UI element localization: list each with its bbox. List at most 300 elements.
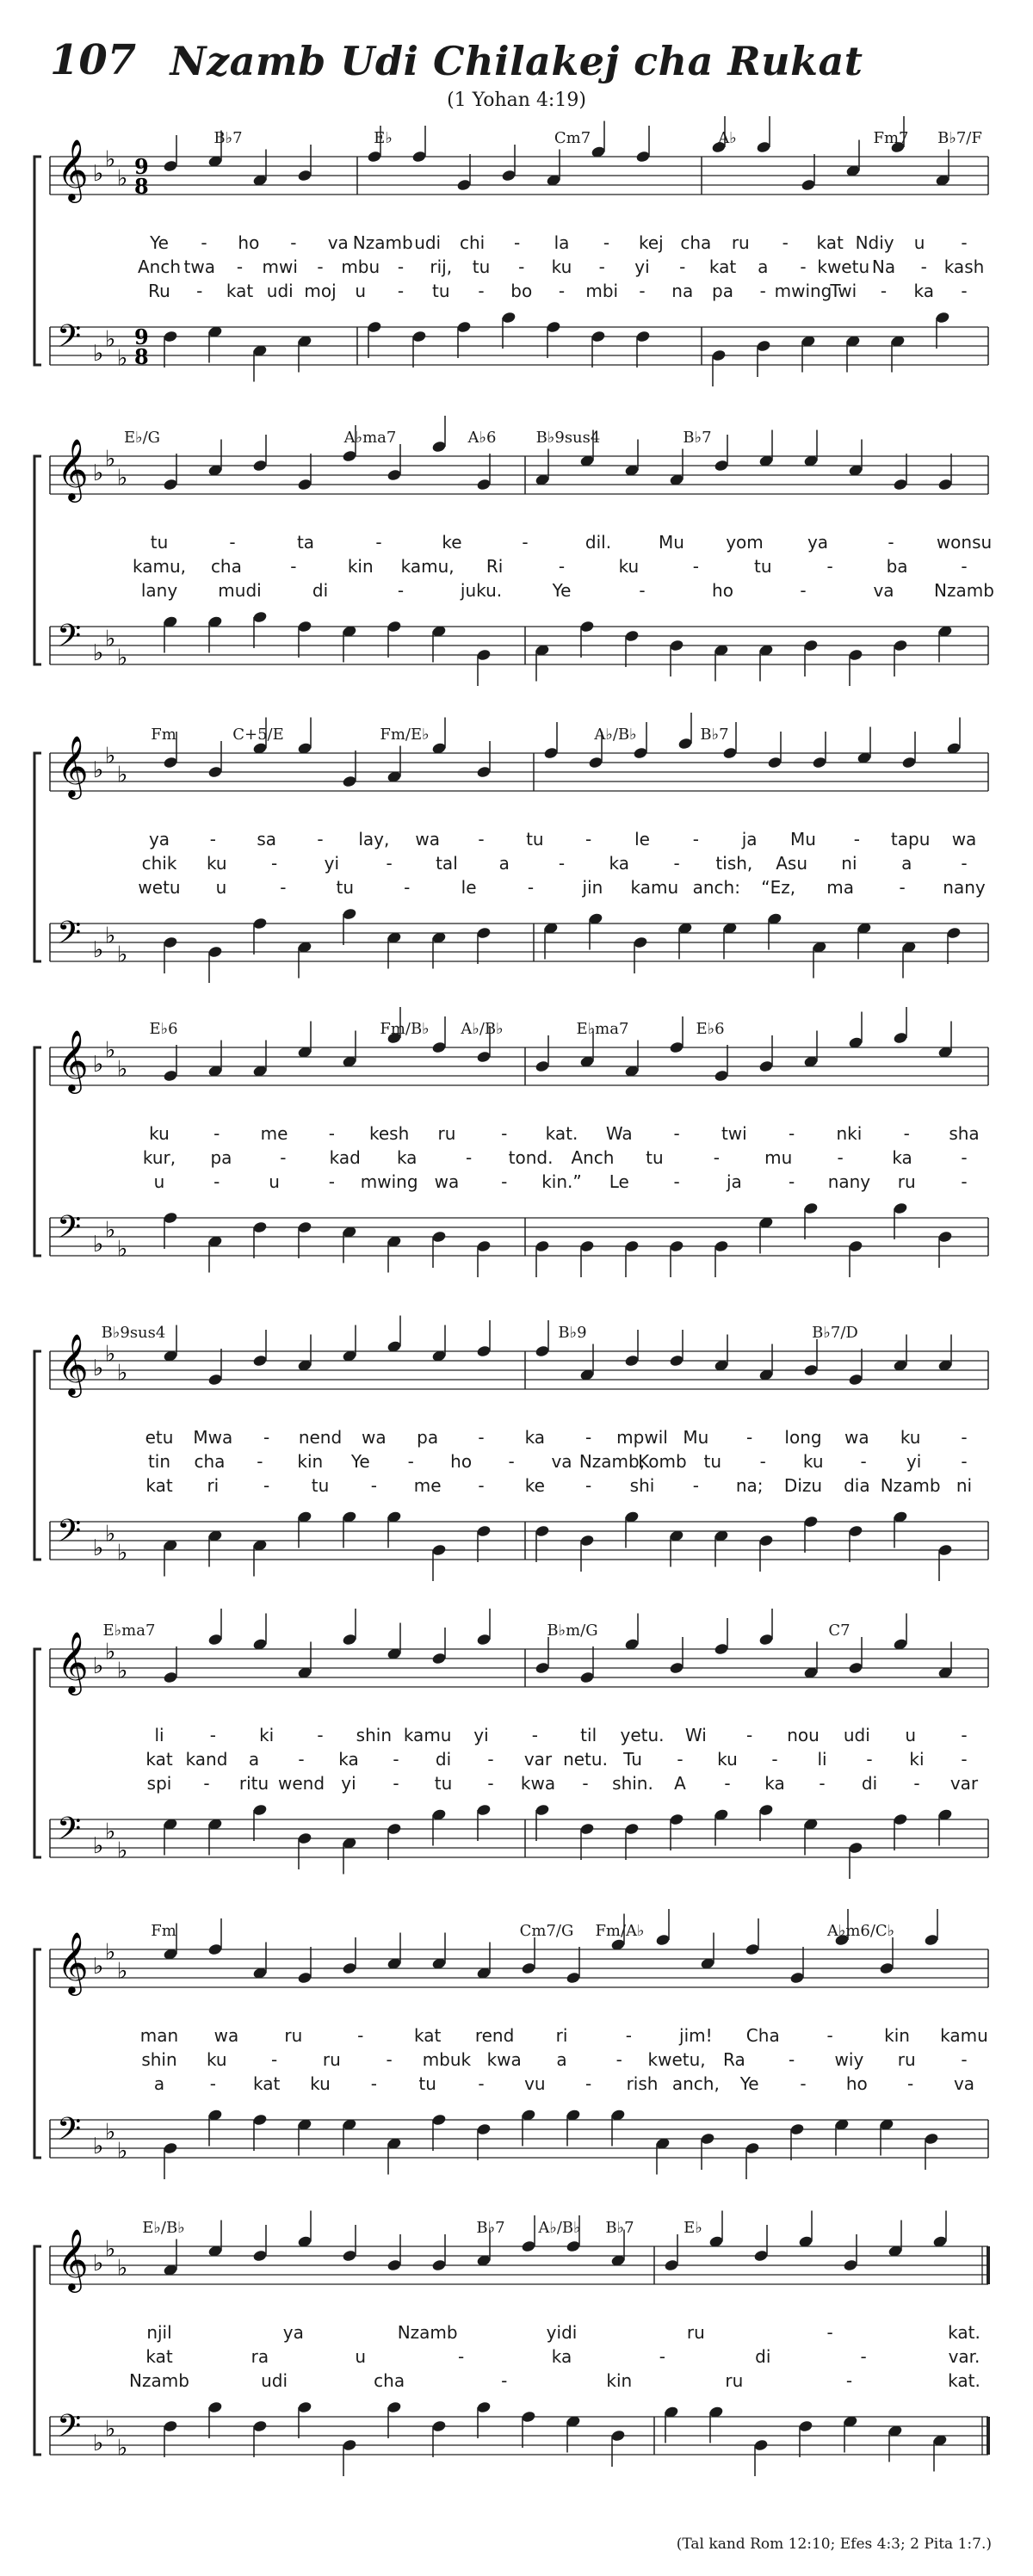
lyric-syllable: - (531, 1725, 538, 1745)
lyric-syllable: var. (948, 2346, 980, 2367)
lyric-syllable: nany (943, 877, 986, 898)
lyric-syllable: ka (913, 281, 934, 301)
lyric-syllable: ka (396, 1147, 418, 1168)
lyric-syllable: na (671, 281, 694, 301)
lyric-syllable: Ye (739, 2073, 759, 2094)
lyric-syllable: u (913, 232, 925, 253)
lyric-syllable: - (673, 1171, 680, 1192)
lyric-syllable: - (478, 281, 485, 301)
lyric-syllable: udi (266, 281, 294, 301)
lyric-syllable: - (961, 232, 968, 253)
lyric-syllable: chik (141, 853, 177, 874)
lyric-syllable: di (861, 1773, 878, 1794)
bass-clef-icon: 𝄢 (57, 2408, 82, 2452)
hymn-header (0, 0, 1033, 111)
treble-clef-icon: 𝄞 (57, 138, 89, 201)
lyric-syllable: wend (277, 1773, 325, 1794)
lyric-syllable: - (853, 829, 860, 849)
lyric-syllable: - (487, 1773, 494, 1794)
lyric-syllable: cha (210, 556, 242, 577)
score-system (0, 1905, 1033, 2197)
treble-clef-icon: 𝄞 (57, 1630, 89, 1693)
flat-sign: ♭ (105, 1521, 116, 1547)
lyric-syllable: - (263, 1475, 270, 1496)
lyric-syllable: lany (140, 580, 178, 601)
chord-symbol: A♭/B♭ (538, 2219, 581, 2237)
flat-sign: ♭ (93, 1232, 104, 1257)
system-bracket (34, 456, 41, 664)
flat-sign: ♭ (93, 640, 104, 666)
lyric-syllable: mpwil (616, 1427, 668, 1448)
lyric-syllable: le (634, 829, 650, 849)
lyric-syllable: a (758, 256, 769, 277)
treble-clef-icon: 𝄞 (57, 2227, 89, 2290)
chord-symbol: B♭7 (683, 429, 712, 447)
lyric-syllable: ho (238, 232, 260, 253)
lyric-syllable: - (487, 1749, 494, 1770)
flat-sign: ♭ (93, 937, 104, 963)
system-bracket (34, 157, 41, 365)
lyric-syllable: ru (897, 2049, 916, 2070)
lyric-syllable: Mu (790, 829, 816, 849)
lyric-syllable: - (888, 532, 894, 553)
lyric-syllable: la (554, 232, 570, 253)
lyric-syllable: nany (827, 1171, 871, 1192)
lyric-syllable: Ye (150, 232, 169, 253)
lyric-syllable: - (677, 1749, 684, 1770)
lyric-syllable: - (501, 2370, 508, 2391)
lyric-syllable: ru (897, 1171, 916, 1192)
lyric-syllable: u (355, 2346, 367, 2367)
lyric-syllable: long (784, 1427, 822, 1448)
lyric-syllable: u (153, 1171, 165, 1192)
lyric-syllable: - (961, 1451, 968, 1472)
lyric-syllable: mbu (341, 256, 380, 277)
lyric-syllable: - (585, 1427, 592, 1448)
flat-sign: ♭ (117, 1958, 128, 1985)
bass-clef-icon: 𝄢 (57, 318, 82, 362)
lyric-syllable: u (215, 877, 227, 898)
treble-clef-icon: 𝄞 (57, 437, 89, 500)
lyric-syllable: Tu (623, 1749, 642, 1770)
lyric-syllable: ya (148, 829, 170, 849)
lyric-syllable: kamu (403, 1725, 452, 1745)
lyric-syllable: ba (886, 556, 908, 577)
lyric-syllable: mwing (360, 1171, 418, 1192)
flat-sign: ♭ (93, 460, 104, 486)
lyric-syllable: tu (431, 281, 450, 301)
lyric-syllable: etu (145, 1427, 174, 1448)
chord-symbol: E♭6 (696, 1020, 725, 1038)
lyric-syllable: lay, (358, 829, 390, 849)
lyric-syllable: - (357, 2025, 364, 2046)
lyric-syllable: kamu, (400, 556, 455, 577)
flat-sign: ♭ (117, 2138, 128, 2165)
lyric-syllable: ku (551, 256, 572, 277)
lyric-syllable: - (375, 532, 382, 553)
lyric-syllable: - (280, 1147, 287, 1168)
lyric-syllable: nki (836, 1123, 863, 1144)
lyric-syllable: - (961, 556, 968, 577)
lyric-syllable: udi (261, 2370, 288, 2391)
time-signature: 9 (134, 324, 149, 349)
lyric-syllable: - (659, 2346, 665, 2367)
flat-sign: ♭ (117, 1540, 128, 1566)
lyric-syllable: - (903, 1123, 910, 1144)
lyric-syllable: - (501, 1171, 508, 1192)
treble-clef-icon: 𝄞 (57, 1332, 89, 1395)
bass-clef-icon: 𝄢 (57, 1209, 82, 1253)
lyric-syllable: jin (582, 877, 603, 898)
lyric-syllable: chi (459, 232, 486, 253)
lyric-syllable: kin (884, 2025, 910, 2046)
flat-sign: ♭ (93, 1954, 104, 1980)
lyric-syllable: kesh (369, 1123, 410, 1144)
time-signature: 9 (134, 154, 149, 179)
bass-clef-icon: 𝄢 (57, 2111, 82, 2155)
lyric-syllable: - (270, 853, 278, 874)
lyric-syllable: ku (149, 1123, 170, 1144)
lyric-syllable: - (508, 1451, 515, 1472)
lyric-syllable: - (317, 256, 324, 277)
lyric-syllable: Cha (745, 2025, 780, 2046)
lyric-syllable: kat (145, 1749, 173, 1770)
lyric-syllable: - (518, 256, 525, 277)
lyric-syllable: - (639, 580, 646, 601)
lyric-syllable: - (263, 1427, 270, 1448)
chord-symbol: B♭7/F (937, 129, 982, 147)
lyric-syllable: Twi (830, 281, 857, 301)
lyric-syllable: - (328, 1123, 335, 1144)
lyric-syllable: tu (418, 2073, 436, 2094)
lyric-syllable: - (558, 556, 566, 577)
lyric-syllable: tu (150, 532, 169, 553)
lyric-syllable: - (317, 829, 324, 849)
lyric-syllable: kand (185, 1749, 228, 1770)
footnote: (Tal kand Rom 12:10; Efes 4:3; 2 Pita 1:7.) (676, 2536, 992, 2553)
flat-sign: ♭ (93, 1535, 104, 1561)
lyric-syllable: - (826, 556, 833, 577)
treble-clef-icon: 𝄞 (57, 1029, 89, 1091)
chord-symbol: A♭m6/C♭ (826, 1922, 895, 1940)
lyric-syllable: “Ez, (761, 877, 796, 898)
lyric-syllable: - (961, 281, 968, 301)
lyric-syllable: ru (725, 2370, 744, 2391)
chord-symbol: A♭/B♭ (461, 1020, 504, 1038)
lyric-syllable: ma (826, 877, 855, 898)
chord-symbol: Fm/A♭ (595, 1922, 645, 1940)
lyric-syllable: - (522, 532, 529, 553)
lyric-syllable: va (551, 1451, 572, 1472)
lyric-syllable: - (692, 829, 699, 849)
score-system (0, 112, 1033, 405)
lyric-syllable: ho (450, 1451, 473, 1472)
hymn-number: 107 (50, 36, 137, 84)
lyric-syllable: - (961, 2049, 968, 2070)
flat-sign: ♭ (93, 161, 104, 187)
lyric-syllable: - (370, 1475, 377, 1496)
chord-symbol: A♭/B♭ (594, 726, 637, 744)
system-bracket (34, 1649, 41, 1857)
lyric-syllable: - (961, 1427, 968, 1448)
lyric-syllable: - (478, 1475, 485, 1496)
lyric-syllable: tu (311, 1475, 330, 1496)
lyric-syllable: - (203, 1773, 210, 1794)
flat-sign: ♭ (105, 326, 116, 353)
lyric-syllable: - (397, 580, 405, 601)
system-bracket (34, 753, 41, 961)
lyric-syllable: - (201, 232, 207, 253)
lyric-syllable: - (961, 1749, 968, 1770)
lyric-syllable: - (746, 1427, 753, 1448)
system-bracket (34, 1047, 41, 1256)
lyric-syllable: - (236, 256, 244, 277)
lyric-syllable: - (866, 1749, 873, 1770)
lyric-syllable: Ye (350, 1451, 370, 1472)
lyric-syllable: kwa (486, 2049, 522, 2070)
flat-sign: ♭ (93, 2134, 104, 2159)
bass-clef-icon: 𝄢 (57, 1513, 82, 1557)
flat-sign: ♭ (105, 1939, 116, 1966)
lyric-syllable: anch: (692, 877, 740, 898)
lyric-syllable: - (800, 256, 807, 277)
lyric-syllable: ki (909, 1749, 925, 1770)
lyric-syllable: - (724, 1773, 731, 1794)
lyric-syllable: shin (141, 2049, 177, 2070)
lyric-syllable: kamu (940, 2025, 988, 2046)
chord-symbol: Fm (151, 726, 176, 744)
chord-symbol: B♭7 (476, 2219, 505, 2237)
lyric-syllable: netu. (563, 1749, 608, 1770)
lyric-syllable: vu (524, 2073, 546, 2094)
lyric-syllable: - (213, 1123, 220, 1144)
lyric-syllable: - (397, 256, 405, 277)
lyric-syllable: tu (753, 556, 772, 577)
score-system (0, 2202, 1033, 2494)
lyric-syllable: kamu, (132, 556, 187, 577)
chord-symbol: B♭7 (700, 726, 729, 744)
chord-symbol: C7 (828, 1622, 851, 1640)
score-system (0, 708, 1033, 1001)
lyric-syllable: dia (844, 1475, 870, 1496)
lyric-syllable: - (800, 580, 807, 601)
lyric-syllable: ku (206, 2049, 227, 2070)
lyric-syllable: - (397, 281, 405, 301)
lyric-syllable: juku. (460, 580, 503, 601)
lyric-syllable: - (920, 256, 927, 277)
lyric-syllable: - (860, 1451, 867, 1472)
lyric-syllable: kin.” (541, 1171, 582, 1192)
bass-clef-icon: 𝄢 (57, 1811, 82, 1855)
lyric-syllable: - (558, 853, 566, 874)
lyric-syllable: moj (304, 281, 337, 301)
lyric-syllable: kat (252, 2073, 281, 2094)
flat-sign: ♭ (105, 1639, 116, 1665)
lyric-syllable: tu (526, 829, 544, 849)
flat-sign: ♭ (117, 762, 128, 788)
lyric-syllable: ya (807, 532, 829, 553)
lyric-syllable: - (280, 877, 287, 898)
lyric-syllable: ka (338, 1749, 359, 1770)
flat-sign: ♭ (105, 1819, 116, 1845)
lyric-syllable: - (907, 2073, 914, 2094)
flat-sign: ♭ (105, 1341, 116, 1368)
lyric-syllable: - (673, 1123, 680, 1144)
lyric-syllable: ku (618, 556, 640, 577)
lyric-syllable: ra (251, 2346, 269, 2367)
lyric-syllable: ni (956, 1475, 973, 1496)
lyric-syllable: - (328, 1171, 335, 1192)
lyric-syllable: rend (474, 2025, 515, 2046)
lyric-syllable: va (327, 232, 349, 253)
lyric-syllable: Asu (776, 853, 808, 874)
lyric-syllable: me (260, 1123, 288, 1144)
lyric-syllable: ta (296, 532, 315, 553)
lyric-syllable: va (953, 2073, 975, 2094)
flat-sign: ♭ (105, 1037, 116, 1064)
flat-sign: ♭ (93, 2251, 104, 2276)
flat-sign: ♭ (117, 1236, 128, 1263)
lyric-syllable: - (789, 2049, 795, 2070)
lyric-syllable: cha (374, 2370, 405, 2391)
lyric-syllable: va (873, 580, 894, 601)
lyric-syllable: tal (436, 853, 458, 874)
lyric-syllable: Dizu (783, 1475, 823, 1496)
lyric-syllable: - (478, 2073, 485, 2094)
flat-sign: ♭ (105, 446, 116, 473)
lyric-syllable: Anch (137, 256, 182, 277)
lyric-syllable: man (139, 2025, 179, 2046)
chord-symbol: Fm7 (873, 129, 909, 147)
chord-symbol: Fm (151, 1922, 176, 1940)
lyric-syllable: kin (347, 556, 374, 577)
lyric-syllable: yidi (546, 2322, 578, 2343)
treble-clef-icon: 𝄞 (57, 1930, 89, 1993)
lyric-syllable: - (759, 281, 766, 301)
lyric-syllable: kat (816, 232, 844, 253)
lyric-syllable: ri (555, 2025, 568, 2046)
lyric-syllable: tin (147, 1451, 171, 1472)
lyric-syllable: na; (735, 1475, 764, 1496)
lyric-syllable: - (466, 1147, 473, 1168)
lyric-syllable: - (913, 1773, 920, 1794)
lyric-syllable: tapu (890, 829, 931, 849)
lyric-syllable: - (692, 1475, 699, 1496)
flat-sign: ♭ (93, 341, 104, 367)
lyric-syllable: u (269, 1171, 280, 1192)
lyric-syllable: - (615, 2049, 622, 2070)
bass-clef-icon: 𝄢 (57, 618, 82, 662)
chord-symbol: B♭m/G (547, 1622, 598, 1640)
lyric-syllable: wiy (834, 2049, 864, 2070)
system-bracket (34, 1949, 41, 2158)
lyric-syllable: kwetu, (647, 2049, 706, 2070)
flat-sign: ♭ (117, 465, 128, 491)
lyric-syllable: ka (892, 1147, 912, 1168)
lyric-syllable: tu (434, 1773, 453, 1794)
lyric-syllable: kat (708, 256, 737, 277)
lyric-syllable: me (413, 1475, 442, 1496)
lyric-syllable: mbi (585, 281, 619, 301)
chord-symbol: E♭6 (149, 1020, 178, 1038)
lyric-syllable: yi (473, 1725, 489, 1745)
lyric-syllable: di (312, 580, 329, 601)
lyric-syllable: anch, (671, 2073, 720, 2094)
chord-symbol: E♭ (684, 2219, 702, 2237)
lyric-syllable: - (759, 1451, 766, 1472)
treble-clef-icon: 𝄞 (57, 734, 89, 797)
lyric-syllable: di (755, 2346, 771, 2367)
lyric-syllable: tu (336, 877, 355, 898)
lyric-syllable: Ri (486, 556, 504, 577)
lyric-syllable: - (290, 556, 297, 577)
lyric-syllable: - (317, 1725, 324, 1745)
lyric-syllable: Nzamb (352, 232, 413, 253)
lyric-syllable: ku (900, 1427, 921, 1448)
chord-symbol: A♭ma7 (343, 429, 397, 447)
lyric-syllable: kwa (520, 1773, 556, 1794)
lyric-syllable: - (585, 1475, 592, 1496)
chord-symbol: C+5/E (232, 726, 284, 744)
lyric-syllable: Mu (659, 532, 684, 553)
lyric-syllable: udi (414, 232, 442, 253)
lyric-syllable: - (404, 877, 411, 898)
lyric-syllable: Wa (605, 1123, 633, 1144)
lyric-syllable: tu (646, 1147, 664, 1168)
lyric-syllable: Anch (571, 1147, 615, 1168)
chord-symbol: A♭6 (467, 429, 497, 447)
lyric-syllable: kat (145, 2346, 173, 2367)
chord-symbol: Cm7 (554, 129, 591, 147)
lyric-syllable: ku (206, 853, 227, 874)
lyric-syllable: twa (183, 256, 215, 277)
lyric-syllable: sa (257, 829, 276, 849)
lyric-syllable: pa (712, 281, 733, 301)
lyric-syllable: - (257, 1451, 263, 1472)
lyric-syllable: udi (843, 1725, 870, 1745)
lyric-syllable: Nzamb, (578, 1451, 646, 1472)
lyric-syllable: - (370, 2073, 377, 2094)
lyric-syllable: - (826, 2322, 833, 2343)
lyric-syllable: ru (284, 2025, 303, 2046)
lyric-syllable: - (585, 2073, 592, 2094)
chord-symbol: B♭9sus4 (101, 1324, 166, 1342)
lyric-syllable: - (782, 232, 789, 253)
flat-sign: ♭ (93, 2431, 104, 2456)
lyric-syllable: li (154, 1725, 164, 1745)
lyric-syllable: - (209, 2073, 216, 2094)
chord-symbol: E♭ma7 (102, 1622, 156, 1640)
flat-sign: ♭ (117, 1360, 128, 1387)
lyric-syllable: - (196, 281, 203, 301)
flat-sign: ♭ (93, 1833, 104, 1859)
lyric-syllable: - (478, 1427, 485, 1448)
lyric-syllable: kash (943, 256, 985, 277)
lyric-syllable: Ndiy (855, 232, 894, 253)
lyric-syllable: ku (310, 2073, 331, 2094)
lyric-syllable: - (961, 853, 968, 874)
flat-sign: ♭ (117, 942, 128, 968)
chord-symbol: Cm7/G (519, 1922, 574, 1940)
flat-sign: ♭ (117, 2255, 128, 2282)
flat-sign: ♭ (105, 2236, 116, 2263)
time-signature: 8 (134, 174, 149, 199)
lyric-syllable: yetu. (620, 1725, 665, 1745)
lyric-syllable: - (673, 853, 680, 874)
flat-sign: ♭ (117, 645, 128, 671)
lyric-syllable: shi (629, 1475, 655, 1496)
lyric-syllable: yi (634, 256, 650, 277)
